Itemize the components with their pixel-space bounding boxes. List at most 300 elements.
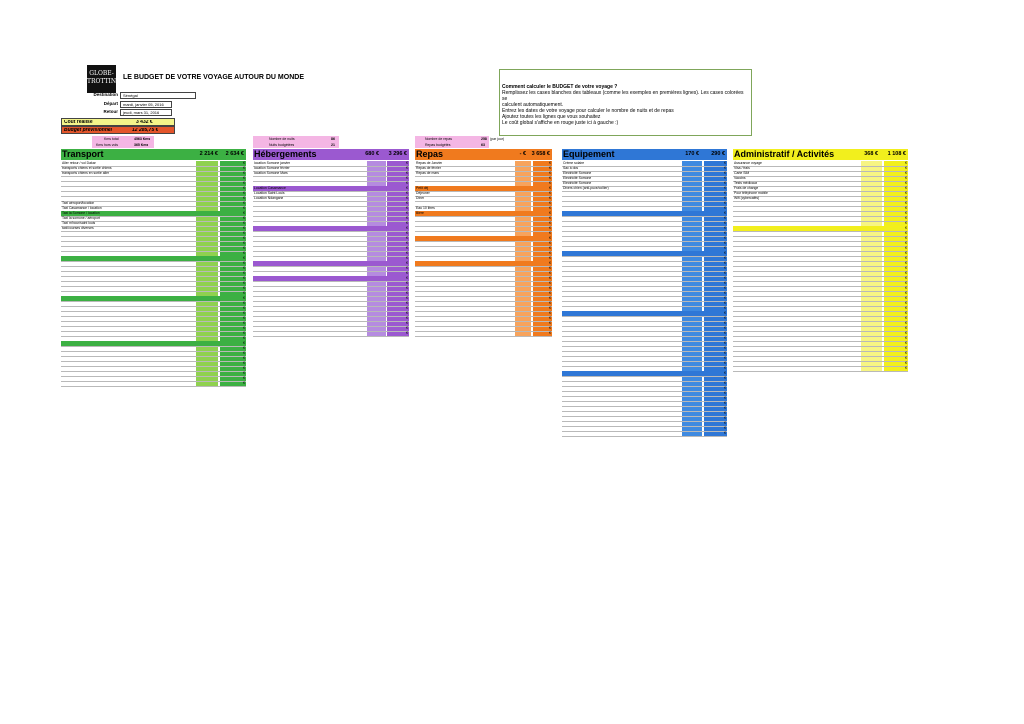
instructions-line: Le coût global s'affiche en rouge juste ici à gauche :)	[502, 120, 619, 126]
row-label: Location Saint Louis	[254, 191, 285, 195]
euro-cell: €	[905, 226, 907, 230]
euro-cell: €	[549, 191, 551, 195]
km-total-value: 4563 Kms	[134, 136, 151, 141]
euro-cell: €	[243, 226, 245, 230]
euro-cell: €	[905, 196, 907, 200]
repas-bud-label: Repas budgétés	[425, 142, 451, 147]
euro-cell: €	[243, 296, 245, 300]
euro-cell: €	[905, 291, 907, 295]
euro-cell: €	[243, 351, 245, 355]
euro-cell: €	[905, 216, 907, 220]
euro-cell: €	[724, 286, 726, 290]
euro-cell: €	[406, 246, 408, 250]
repas-label: Nombre de repas	[425, 136, 453, 141]
page-title: LE BUDGET DE VOTRE VOYAGE AUTOUR DU MONDE	[123, 74, 304, 81]
euro-cell: €	[724, 216, 726, 220]
euro-cell: €	[549, 266, 551, 270]
budget-previsionnel-row	[61, 126, 175, 134]
euro-cell: €	[243, 166, 245, 170]
euro-cell: €	[406, 326, 408, 330]
euro-cell: €	[905, 311, 907, 315]
euro-cell: €	[724, 381, 726, 385]
euro-cell: €	[724, 341, 726, 345]
euro-cell: €	[724, 306, 726, 310]
destination-field[interactable]: Sénégal	[120, 92, 196, 99]
row-label: Déjeuner	[416, 191, 430, 195]
euro-cell: €	[724, 301, 726, 305]
euro-cell: €	[724, 316, 726, 320]
euro-cell: €	[905, 341, 907, 345]
euro-cell: €	[243, 161, 245, 165]
euro-cell: €	[549, 186, 551, 190]
euro-cell: €	[724, 431, 726, 435]
euro-cell: €	[905, 256, 907, 260]
euro-cell: €	[724, 176, 726, 180]
transport-budget: 2 634 €	[225, 151, 244, 157]
euro-cell: €	[724, 371, 726, 375]
euro-cell: €	[724, 251, 726, 255]
euro-cell: €	[724, 356, 726, 360]
repas-title: Repas	[416, 149, 444, 159]
euro-cell: €	[724, 296, 726, 300]
euro-cell: €	[905, 331, 907, 335]
row-label: Electricité Somone	[563, 171, 592, 175]
table-row[interactable]	[562, 431, 727, 437]
euro-cell: €	[243, 231, 245, 235]
euro-cell: €	[549, 196, 551, 200]
euro-cell: €	[243, 211, 245, 215]
euro-cell: €	[406, 221, 408, 225]
euro-cell: €	[724, 376, 726, 380]
repas-value: 258	[481, 136, 487, 141]
budget-previsionnel-value: 12 285,75 €	[132, 128, 159, 133]
euro-cell: €	[406, 216, 408, 220]
euro-cell: €	[905, 181, 907, 185]
euro-cell: €	[905, 166, 907, 170]
row-label: Repas de Janvier	[416, 161, 443, 165]
euro-cell: €	[724, 191, 726, 195]
euro-cell: €	[243, 291, 245, 295]
instructions-line: Entrez les dates de votre voyage pour calculer le nombre de nuits et de repas	[502, 108, 674, 114]
euro-cell: €	[243, 321, 245, 325]
euro-cell: €	[724, 266, 726, 270]
euro-cell: €	[406, 251, 408, 255]
euro-cell: €	[243, 306, 245, 310]
repas-bud-row	[415, 142, 489, 148]
row-label: Taxi la Somone / location	[62, 211, 100, 215]
euro-cell: €	[243, 266, 245, 270]
euro-cell: €	[549, 296, 551, 300]
euro-cell: €	[724, 331, 726, 335]
euro-cell: €	[724, 226, 726, 230]
admin-budget: 1 108 €	[887, 151, 906, 157]
euro-cell: €	[549, 291, 551, 295]
euro-cell: €	[406, 176, 408, 180]
euro-cell: €	[905, 161, 907, 165]
nuits-bud-label: Nuits budgétées	[269, 142, 295, 147]
repas-budget: 3 658 €	[531, 151, 550, 157]
euro-cell: €	[243, 311, 245, 315]
euro-cell: €	[724, 396, 726, 400]
row-label: Bière	[416, 211, 424, 215]
equipement-budget: 290 €	[711, 151, 725, 157]
euro-cell: €	[243, 216, 245, 220]
euro-cell: €	[243, 191, 245, 195]
row-label: Location Casamance	[254, 186, 286, 190]
euro-cell: €	[406, 166, 408, 170]
nuits-value: 86	[331, 136, 335, 141]
euro-cell: €	[724, 221, 726, 225]
depart-field[interactable]: mardi, janvier 05, 2016	[120, 101, 172, 108]
instructions-line: Ajoutez toutes les lignes que vous souhaitez	[502, 114, 601, 120]
euro-cell: €	[905, 266, 907, 270]
row-label: Crème solaire	[563, 161, 585, 165]
admin-realise: 368 €	[864, 151, 878, 157]
euro-cell: €	[243, 256, 245, 260]
euro-cell: €	[549, 316, 551, 320]
euro-cell: €	[724, 406, 726, 410]
euro-cell: €	[406, 201, 408, 205]
euro-cell: €	[905, 251, 907, 255]
euro-cell: €	[243, 246, 245, 250]
euro-cell: €	[549, 171, 551, 175]
euro-cell: €	[549, 281, 551, 285]
euro-cell: €	[724, 291, 726, 295]
euro-cell: €	[905, 221, 907, 225]
euro-cell: €	[406, 321, 408, 325]
euro-cell: €	[406, 241, 408, 245]
euro-cell: €	[724, 366, 726, 370]
euro-cell: €	[549, 271, 551, 275]
transport-title: Transport	[62, 149, 104, 159]
euro-cell: €	[243, 301, 245, 305]
euro-cell: €	[724, 196, 726, 200]
euro-cell: €	[243, 381, 245, 385]
euro-cell: €	[406, 331, 408, 335]
equipement-title: Equipement	[563, 149, 615, 159]
retour-field[interactable]: jeudi, mars 31, 2016	[120, 109, 172, 116]
euro-cell: €	[406, 291, 408, 295]
row-label: Tests médicaux	[734, 181, 758, 185]
euro-cell: €	[406, 186, 408, 190]
euro-cell: €	[243, 341, 245, 345]
logo-line-2: TROTTING	[87, 78, 121, 85]
euro-cell: €	[243, 201, 245, 205]
euro-cell: €	[724, 171, 726, 175]
euro-cell: €	[549, 246, 551, 250]
euro-cell: €	[724, 391, 726, 395]
euro-cell: €	[724, 181, 726, 185]
row-label: Assurance voyage	[734, 161, 762, 165]
table-row[interactable]	[733, 366, 908, 372]
euro-cell: €	[724, 421, 726, 425]
euro-cell: €	[905, 206, 907, 210]
euro-cell: €	[406, 281, 408, 285]
row-label: Vaccins	[734, 176, 746, 180]
euro-cell: €	[724, 401, 726, 405]
euro-cell: €	[549, 216, 551, 220]
euro-cell: €	[243, 336, 245, 340]
instructions-line: calculent automatiquement.	[502, 102, 564, 108]
euro-cell: €	[905, 326, 907, 330]
km-total-label: Kms total	[104, 136, 119, 141]
admin-grid	[733, 161, 908, 371]
equipement-grid	[562, 161, 727, 436]
euro-cell: €	[406, 231, 408, 235]
row-label: Dîner	[416, 196, 425, 200]
euro-cell: €	[243, 366, 245, 370]
euro-cell: €	[406, 271, 408, 275]
euro-cell: €	[243, 176, 245, 180]
euro-cell: €	[905, 201, 907, 205]
euro-cell: €	[406, 301, 408, 305]
euro-cell: €	[406, 276, 408, 280]
euro-cell: €	[724, 241, 726, 245]
euro-cell: €	[549, 256, 551, 260]
euro-cell: €	[549, 206, 551, 210]
repas-realise: - €	[519, 151, 526, 157]
euro-cell: €	[549, 241, 551, 245]
euro-cell: €	[406, 306, 408, 310]
repas-unit: (par jour)	[490, 136, 505, 141]
euro-cell: €	[905, 281, 907, 285]
euro-cell: €	[406, 171, 408, 175]
euro-cell: €	[905, 356, 907, 360]
euro-cell: €	[905, 191, 907, 195]
euro-cell: €	[724, 321, 726, 325]
euro-cell: €	[724, 256, 726, 260]
repas-grid	[415, 161, 552, 336]
row-label: Taxi Casamance / location	[62, 206, 102, 210]
euro-cell: €	[724, 276, 726, 280]
euro-cell: €	[549, 231, 551, 235]
euro-cell: €	[905, 276, 907, 280]
euro-cell: €	[724, 346, 726, 350]
transport-header	[61, 149, 246, 160]
euro-cell: €	[406, 261, 408, 265]
row-label: location Somone janvier	[254, 161, 291, 165]
euro-cell: €	[905, 366, 907, 370]
cout-realise-label: Coût réalisé	[64, 120, 93, 125]
instructions-title: Comment calculer le BUDGET de votre voyage ?	[502, 84, 618, 90]
euro-cell: €	[549, 306, 551, 310]
hebergements-realise: 680 €	[365, 151, 379, 157]
euro-cell: €	[905, 346, 907, 350]
euro-cell: €	[724, 336, 726, 340]
euro-cell: €	[406, 256, 408, 260]
euro-cell: €	[243, 271, 245, 275]
row-label: Aller retour / vol Dakar	[62, 161, 96, 165]
euro-cell: €	[406, 181, 408, 185]
euro-cell: €	[243, 361, 245, 365]
transport-grid	[61, 161, 246, 386]
euro-cell: €	[724, 206, 726, 210]
euro-cell: €	[549, 321, 551, 325]
euro-cell: €	[905, 176, 907, 180]
row-label: taxi/courses diverses	[62, 226, 94, 230]
euro-cell: €	[905, 361, 907, 365]
euro-cell: €	[406, 211, 408, 215]
euro-cell: €	[905, 336, 907, 340]
euro-cell: €	[406, 296, 408, 300]
euro-cell: €	[724, 426, 726, 430]
row-label: Carte SIM	[734, 171, 750, 175]
euro-cell: €	[406, 286, 408, 290]
euro-cell: €	[905, 316, 907, 320]
euro-cell: €	[243, 261, 245, 265]
repas-bud-value: 63	[481, 142, 485, 147]
row-label: Repas de mars	[416, 171, 439, 175]
euro-cell: €	[549, 276, 551, 280]
euro-cell: €	[724, 281, 726, 285]
euro-cell: €	[724, 166, 726, 170]
budget-previsionnel-label: Budget prévisionnel	[64, 128, 113, 133]
euro-cell: €	[905, 186, 907, 190]
euro-cell: €	[549, 166, 551, 170]
euro-cell: €	[549, 286, 551, 290]
hebergement-grid	[253, 161, 409, 336]
row-label: Location Ndangane	[254, 196, 284, 200]
euro-cell: €	[243, 326, 245, 330]
transport-realise: 2 214 €	[199, 151, 218, 157]
euro-cell: €	[905, 351, 907, 355]
instructions-box	[499, 69, 752, 136]
row-label: transports chiens en sortie aller	[62, 171, 110, 175]
hebergements-title: Hébergements	[254, 149, 317, 159]
euro-cell: €	[243, 251, 245, 255]
euro-cell: €	[549, 176, 551, 180]
euro-cell: €	[724, 201, 726, 205]
row-label: Visa / frais	[734, 166, 750, 170]
table-row[interactable]	[61, 381, 246, 387]
hebergements-budget: 3 296 €	[388, 151, 407, 157]
nuits-bud-value: 21	[331, 142, 335, 147]
admin-title: Administratif / Activités	[734, 149, 835, 159]
euro-cell: €	[905, 236, 907, 240]
euro-cell: €	[243, 276, 245, 280]
euro-cell: €	[243, 196, 245, 200]
depart-label: Départ	[103, 101, 118, 106]
euro-cell: €	[406, 206, 408, 210]
logo-line-1: GLOBE-	[89, 70, 114, 77]
euro-cell: €	[724, 261, 726, 265]
euro-cell: €	[724, 411, 726, 415]
euro-cell: €	[406, 191, 408, 195]
row-label: Electricité Somone	[563, 181, 592, 185]
euro-cell: €	[243, 186, 245, 190]
euro-cell: €	[549, 301, 551, 305]
euro-cell: €	[406, 236, 408, 240]
row-label: Sac à dos	[563, 166, 579, 170]
destination-label: Destination	[93, 92, 118, 97]
euro-cell: €	[406, 226, 408, 230]
row-label: Taxi aéroport/location	[62, 201, 95, 205]
km-hors-label: Kms hors vols	[96, 142, 118, 147]
euro-cell: €	[549, 251, 551, 255]
globe-trotting-logo	[87, 65, 121, 93]
euro-cell: €	[549, 181, 551, 185]
euro-cell: €	[724, 231, 726, 235]
row-label: Taxi m'bour/saint louis	[62, 221, 96, 225]
euro-cell: €	[905, 261, 907, 265]
euro-cell: €	[243, 376, 245, 380]
euro-cell: €	[724, 211, 726, 215]
euro-cell: €	[243, 206, 245, 210]
euro-cell: €	[549, 236, 551, 240]
euro-cell: €	[243, 171, 245, 175]
euro-cell: €	[243, 281, 245, 285]
euro-cell: €	[905, 321, 907, 325]
admin-header	[733, 149, 908, 160]
row-label: Electricité Somone	[563, 176, 592, 180]
euro-cell: €	[549, 331, 551, 335]
km-hors-row	[92, 142, 154, 148]
euro-cell: €	[724, 351, 726, 355]
euro-cell: €	[724, 161, 726, 165]
table-row[interactable]	[253, 331, 409, 337]
equipement-realise: 170 €	[685, 151, 699, 157]
cout-realise-value: 3 432 €	[136, 120, 153, 125]
euro-cell: €	[905, 241, 907, 245]
euro-cell: €	[243, 371, 245, 375]
euro-cell: €	[243, 356, 245, 360]
row-label: Taxi la somone / aéroport	[62, 216, 101, 220]
row-label: Divers chien (anti-puce/collier)	[563, 186, 609, 190]
row-label: location Somone février	[254, 166, 290, 170]
row-label: Pour téléphone mobile	[734, 191, 768, 195]
row-label: Wifi (cybercafés)	[734, 196, 760, 200]
euro-cell: €	[549, 201, 551, 205]
table-row[interactable]	[415, 331, 552, 337]
nuits-bud-row	[253, 142, 339, 148]
row-label: Eau 10 litres	[416, 206, 435, 210]
euro-cell: €	[905, 171, 907, 175]
euro-cell: €	[549, 261, 551, 265]
euro-cell: €	[243, 346, 245, 350]
euro-cell: €	[724, 236, 726, 240]
euro-cell: €	[549, 311, 551, 315]
euro-cell: €	[905, 246, 907, 250]
euro-cell: €	[905, 306, 907, 310]
euro-cell: €	[905, 231, 907, 235]
retour-label: Retour	[103, 109, 118, 114]
euro-cell: €	[243, 241, 245, 245]
euro-cell: €	[549, 211, 551, 215]
euro-cell: €	[243, 331, 245, 335]
hebergements-header	[253, 149, 409, 160]
row-label: Repas de février	[416, 166, 441, 170]
euro-cell: €	[549, 221, 551, 225]
euro-cell: €	[905, 286, 907, 290]
euro-cell: €	[724, 186, 726, 190]
repas-header	[415, 149, 552, 160]
euro-cell: €	[406, 316, 408, 320]
euro-cell: €	[724, 311, 726, 315]
euro-cell: €	[406, 266, 408, 270]
euro-cell: €	[406, 196, 408, 200]
euro-cell: €	[406, 161, 408, 165]
euro-cell: €	[905, 296, 907, 300]
euro-cell: €	[724, 326, 726, 330]
euro-cell: €	[905, 301, 907, 305]
euro-cell: €	[724, 416, 726, 420]
row-label: transports chiens et sortie chiens	[62, 166, 112, 170]
euro-cell: €	[549, 226, 551, 230]
instructions-line: Remplissez les cases blanches des tableaux (comme les exemples en premières lignes). Les cases colorées se	[502, 90, 744, 102]
euro-cell: €	[243, 181, 245, 185]
nuits-label: Nombre de nuits	[269, 136, 295, 141]
euro-cell: €	[549, 161, 551, 165]
